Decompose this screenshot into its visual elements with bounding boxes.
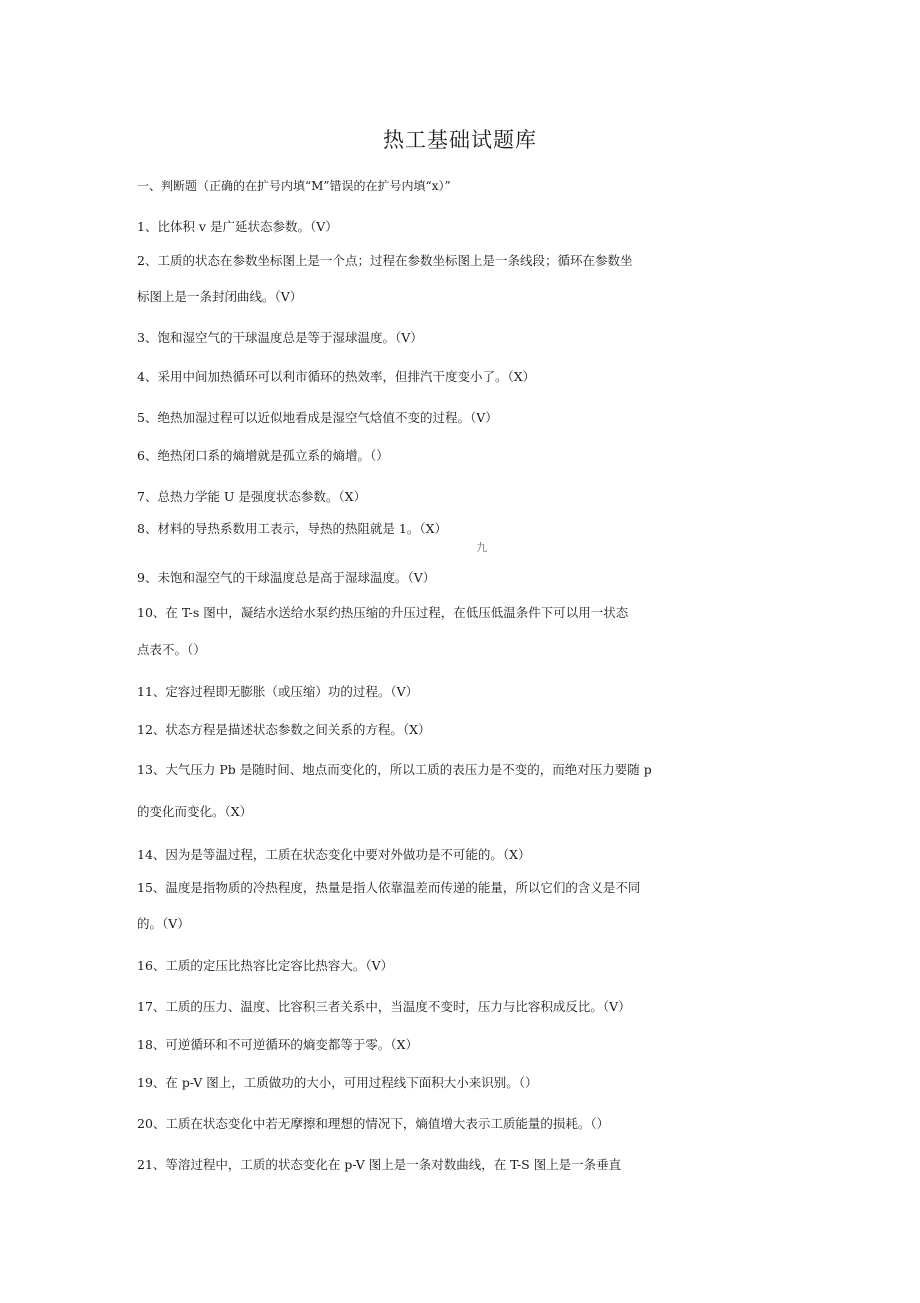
question-line: 16、工质的定压比热容比定容比热容大。（V） (137, 958, 394, 973)
question-line: 1、比体积 v 是广延状态参数。（V） (137, 219, 338, 234)
question-line: 9、未饱和湿空气的干球温度总是高于湿球温度。（V） (137, 570, 436, 585)
question-line: 的。（V） (137, 916, 190, 931)
stray-mark: 九 (476, 541, 487, 554)
question-line: 19、在 p-V 图上，工质做功的大小，可用过程线下面积大小来识别。（） (137, 1075, 538, 1090)
question-line: 15、温度是指物质的冷热程度，热量是指人依靠温差而传递的能量，所以它们的含义是不同 (137, 880, 641, 895)
question-line: 点表不。（） (137, 642, 206, 657)
section-heading: 一、判断题（正确的在扩号内填“M”错误的在扩号内填“x）” (137, 179, 451, 193)
question-line: 6、绝热闭口系的熵增就是孤立系的熵增。（） (137, 448, 389, 463)
question-line: 5、绝热加湿过程可以近似地看成是湿空气焓值不变的过程。（V） (137, 410, 498, 425)
question-line: 14、因为是等温过程，工质在状态变化中要对外做功是不可能的。（X） (137, 847, 531, 862)
question-line: 8、材料的导热系数用工表示，导热的热阻就是 1。（X） (137, 521, 448, 536)
question-line: 11、定容过程即无膨胀（或压缩）功的过程。（V） (137, 684, 419, 699)
question-line: 3、饱和湿空气的干球温度总是等于湿球温度。（V） (137, 330, 423, 345)
question-line: 13、大气压力 Pb 是随时间、地点而变化的，所以工质的表压力是不变的，而绝对压力要随 p (137, 762, 652, 777)
page-title: 热工基础试题库 (383, 128, 537, 152)
question-line: 4、采用中间加热循环可以利市循环的热效率，但排汽干度变小了。（X） (137, 369, 536, 384)
question-line: 2、工质的状态在参数坐标图上是一个点；过程在参数坐标图上是一条线段；循环在参数坐 (137, 253, 633, 268)
question-line: 10、在 T-s 图中，凝结水送给水泵约热压缩的升压过程，在低压低温条件下可以用一状态 (137, 605, 629, 620)
question-line: 标图上是一条封闭曲线。（V） (137, 289, 303, 304)
question-line: 18、可逆循环和不可逆循环的熵变都等于零。（X） (137, 1037, 419, 1052)
question-line: 12、状态方程是描述状态参数之间关系的方程。（X） (137, 722, 431, 737)
question-line: 的变化而变化。（X） (137, 804, 253, 819)
question-line: 17、工质的压力、温度、比容积三者关系中，当温度不变时，压力与比容积成反比。（V） (137, 999, 631, 1014)
question-line: 21、等溶过程中，工质的状态变化在 p-V 图上是一条对数曲线，在 T-S 图上是一条垂直 (137, 1157, 622, 1172)
question-line: 7、总热力学能 U 是强度状态参数。（X） (137, 489, 367, 504)
question-line: 20、工质在状态变化中若无摩擦和理想的情况下，熵值增大表示工质能量的损耗。（） (137, 1116, 610, 1131)
